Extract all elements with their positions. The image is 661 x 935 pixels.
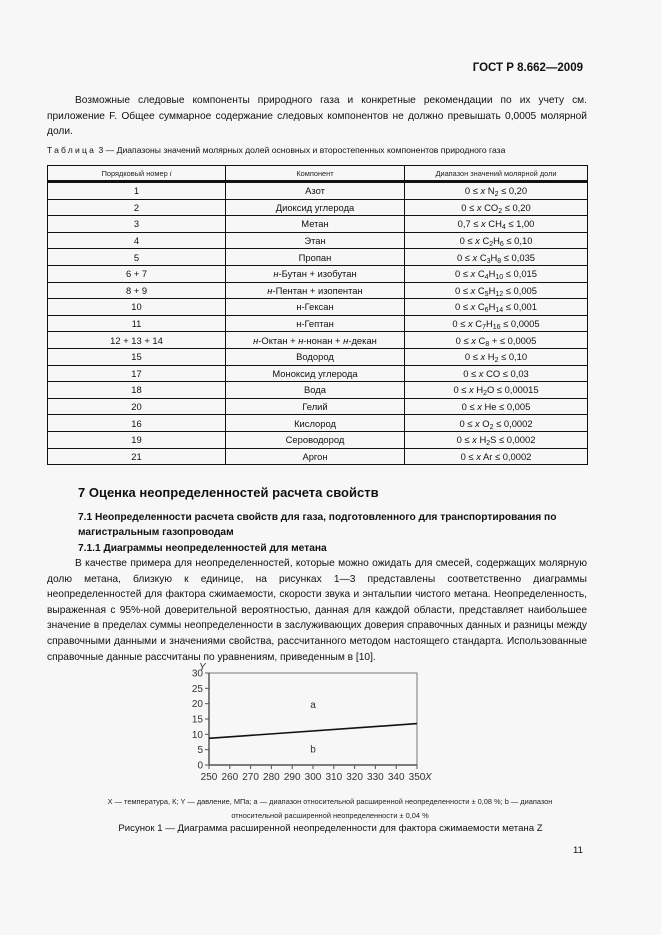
cell-number: 6 + 7 (48, 265, 226, 282)
region-label-a: a (310, 700, 316, 712)
cell-range: 0 ≤ x $H_2 \le 0,10$ (405, 348, 588, 365)
x-axis-label: X (425, 772, 432, 783)
section-7-title: 7 Оценка неопределенностей расчета свойств (78, 485, 379, 500)
cell-component: н-Гексан (226, 299, 405, 316)
cell-number: 17 (48, 365, 226, 382)
y-axis-label: Y (199, 662, 206, 673)
cell-number: 1 (48, 182, 226, 200)
table-row (48, 332, 588, 349)
cell-number: 3 (48, 216, 226, 233)
x-tick-label: 260 (221, 772, 239, 783)
cell-range: 0,7 ≤ x $CH_4 \le 1,00$ (405, 216, 588, 233)
x-tick-label: 250 (200, 772, 218, 783)
x-tick-label: 310 (325, 772, 343, 783)
cell-number: 5 (48, 249, 226, 266)
table-molar-ranges (47, 165, 588, 465)
cell-component: Этан (226, 232, 405, 249)
cell-number: 21 (48, 448, 226, 465)
y-tick-label: 10 (191, 729, 203, 741)
cell-component: н-Гептан (226, 315, 405, 332)
figure-legend-line-2: относительной расширенной неопределенности ± 0,04 % (231, 811, 429, 820)
table-row (48, 232, 588, 249)
cell-component: Диоксид углерода (226, 199, 405, 216)
boundary-line (209, 724, 417, 739)
cell-number: 8 + 9 (48, 282, 226, 299)
y-tick-label: 15 (191, 714, 203, 726)
x-tick-label: 300 (304, 772, 322, 783)
x-tick-label: 330 (367, 772, 384, 783)
cell-number: 16 (48, 415, 226, 432)
cell-range: 0 ≤ x $O_2 \le 0,0002$ (405, 415, 588, 432)
cell-component: н-Пентан + изопентан (226, 282, 405, 299)
cell-component: Азот (226, 182, 405, 200)
col-header-number-label: Порядковый номер i (101, 168, 172, 178)
table-row (48, 365, 588, 382)
cell-range: 0 ≤ x CO ≤ 0,03 (405, 365, 588, 382)
intro-paragraph: Возможные следовые компоненты природного газа и конкретные рекомендации по их учету см. приложение F. Общее суммарное содержание следовых компонентов не должно превышать 0,0005 молярной доли. (47, 95, 587, 138)
cell-range: 0 ≤ x $N_2 \le 0,20$ (405, 182, 588, 200)
x-tick-label: 320 (346, 772, 363, 783)
y-tick-label: 20 (191, 699, 203, 711)
table-row (48, 182, 588, 200)
cell-component: Пропан (226, 249, 405, 266)
cell-number: 11 (48, 315, 226, 332)
cell-number: 18 (48, 382, 226, 399)
y-tick-label: 5 (197, 745, 203, 757)
cell-component: Водород (226, 348, 405, 365)
table-row (48, 199, 588, 216)
table-row (48, 398, 588, 415)
cell-range: 0 ≤ x He ≤ 0,005 (405, 398, 588, 415)
cell-component: Метан (226, 216, 405, 233)
document-id-header: ГОСТ Р 8.662—2009 (472, 62, 583, 74)
cell-range: 0 ≤ x Ar ≤ 0,0002 (405, 448, 588, 465)
cell-component: Вода (226, 382, 405, 399)
table-row (48, 348, 588, 365)
x-tick-label: 350 (408, 772, 426, 783)
cell-component: Кислород (226, 415, 405, 432)
x-tick-label: 340 (387, 772, 405, 783)
cell-range: 0 ≤ x $CO_2 \le 0,20$ (405, 199, 588, 216)
cell-number: 19 (48, 431, 226, 448)
cell-range: 0 ≤ x $C_3H_8 \le 0,035$ (405, 249, 588, 266)
cell-number: 20 (48, 398, 226, 415)
table-row (48, 216, 588, 233)
cell-range: 0 ≤ x $C_8$ + ≤ 0,0005 (405, 332, 588, 349)
figure-legend-line-1: X — температура, К; Y — давление, МПа; a — диапазон относительной расширенной неопределенности ± 0,08 %; b — диапазон (107, 797, 553, 806)
table-caption-text: 3 — Диапазоны значений молярных долей основных и второстепенных компонентов природного газа (98, 145, 506, 155)
cell-number: 10 (48, 299, 226, 316)
table-row (48, 415, 588, 432)
cell-range: 0 ≤ x $C_6H_{14} \le 0,001$ (405, 299, 588, 316)
cell-range: 0 ≤ x $H_2S \le 0,0002$ (405, 431, 588, 448)
region-label-b: b (310, 744, 316, 756)
figure-caption: Рисунок 1 — Диаграмма расширенной неопределенности для фактора сжимаемости метана Z (118, 823, 543, 834)
cell-component: н-Октан + н-нонан + н-декан (226, 332, 405, 349)
table-row (48, 315, 588, 332)
section-7-1-1-paragraph: В качестве примера для неопределенностей, которые можно ожидать для смесей, содержащих молярную долю метана, близкую к единице, на рисунках 1—3 представлены соответственно диаграммы неопределенностей для фактора сжимаемости, скорости звука и энтальпии чистого метана. Неопределенность, выраженная с 95%-ной доверительной вероятностью, данная для каждой области, представляет наибольшее значение в пределах суммы неопределенности в заслуживающих доверия справочных данных и разницы между справочными данными и значениями свойства, рассчитанного методом настоящего стандарта. Использованные справочные данные рассчитаны по уравнениям, приведенным в [10]. (47, 558, 587, 663)
cell-range: 0 ≤ x $C_2H_6 \le 0,10$ (405, 232, 588, 249)
x-tick-label: 270 (242, 772, 259, 783)
table-header-row (48, 166, 588, 182)
cell-range: 0 ≤ x $C_4H_{10} \le 0,015$ (405, 265, 588, 282)
section-7-1-title: 7.1 Неопределенности расчета свойств для газа, подготовленного для транспортирования по магистральным газопроводам (78, 512, 557, 538)
col-header-number (48, 166, 226, 182)
table-caption-label: Таблица (47, 145, 97, 155)
cell-range: 0 ≤ x $H_2O \le 0,00015$ (405, 382, 588, 399)
table-row (48, 431, 588, 448)
cell-number: 4 (48, 232, 226, 249)
table-row (48, 265, 588, 282)
col-header-component: Компонент (226, 166, 405, 182)
y-tick-label: 0 (197, 760, 203, 772)
cell-number: 15 (48, 348, 226, 365)
cell-component: Аргон (226, 448, 405, 465)
table-row (48, 299, 588, 316)
section-7-1-1-title: 7.1.1 Диаграммы неопределенностей для метана (78, 543, 327, 554)
x-tick-label: 280 (263, 772, 280, 783)
page-number: 11 (573, 845, 583, 856)
table-row (48, 282, 588, 299)
cell-component: Сероводород (226, 431, 405, 448)
cell-component: Гелий (226, 398, 405, 415)
table-row (48, 382, 588, 399)
cell-component: н-Бутан + изобутан (226, 265, 405, 282)
y-tick-label: 25 (191, 683, 203, 695)
figure-legend (40, 795, 620, 823)
cell-number: 12 + 13 + 14 (48, 332, 226, 349)
cell-component: Моноксид углерода (226, 365, 405, 382)
table-caption (47, 145, 505, 155)
x-tick-label: 290 (283, 772, 301, 783)
table-row (48, 448, 588, 465)
table-body (48, 182, 588, 465)
uncertainty-chart (180, 655, 450, 785)
cell-range: 0 ≤ x $C_5H_{12} \le 0,005$ (405, 282, 588, 299)
table-row (48, 249, 588, 266)
cell-number: 2 (48, 199, 226, 216)
col-header-range: Диапазон значений молярной доли (405, 166, 588, 182)
cell-range: 0 ≤ x $C_7H_{16} \le 0,0005$ (405, 315, 588, 332)
y-tick-label: 30 (191, 668, 203, 680)
